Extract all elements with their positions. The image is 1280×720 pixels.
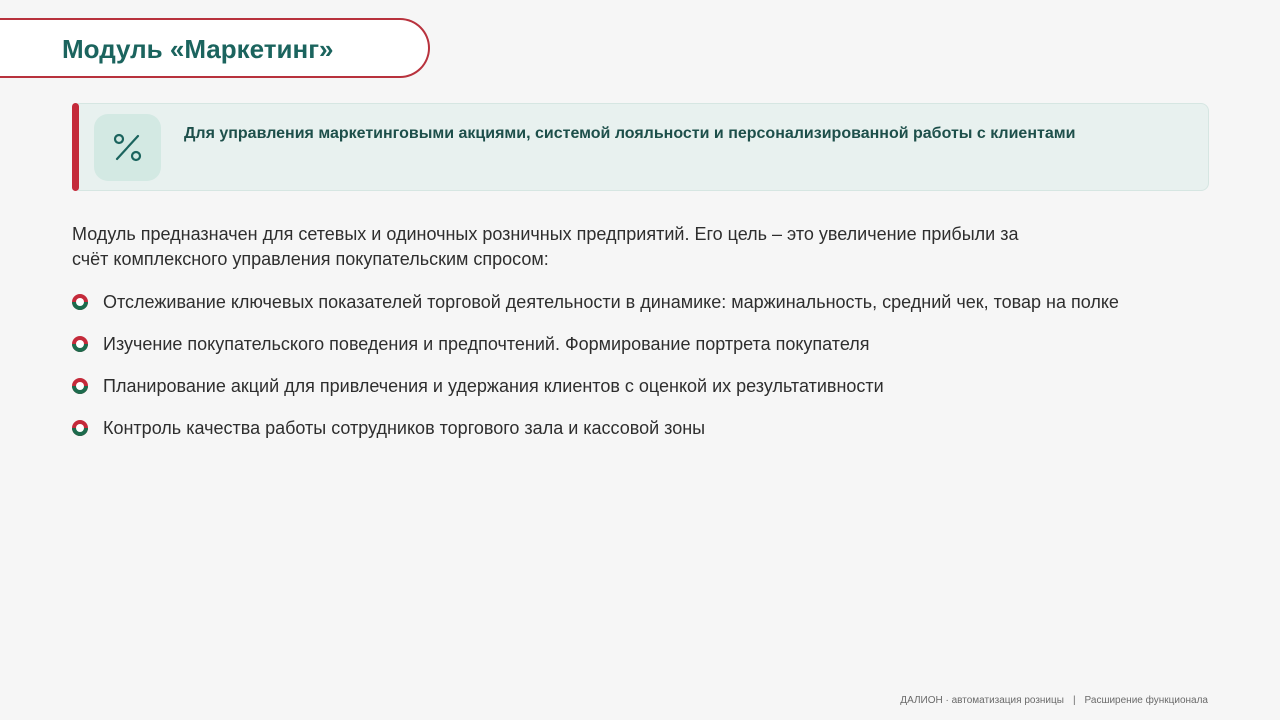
- list-item-text: Планирование акций для привлечения и удержания клиентов с оценкой их результативности: [103, 376, 884, 396]
- footer-section: Расширение функционала: [1084, 695, 1208, 706]
- footer: [900, 695, 1208, 706]
- list-item-text: Отслеживание ключевых показателей торговой деятельности в динамике: маржинальность, средний чек, товар на полке: [103, 292, 1119, 312]
- bullet-icon: [72, 420, 88, 436]
- intro-paragraph: Модуль предназначен для сетевых и одиночных розничных предприятий. Его цель – это увеличение прибыли за счёт комплексного управления покупательским спросом:: [72, 224, 1019, 269]
- info-callout: [72, 103, 1209, 191]
- list-item: [72, 374, 1252, 416]
- callout-text: Для управления маркетинговыми акциями, системой лояльности и персонализированной работы с клиентами: [184, 125, 1076, 142]
- list-item: [72, 416, 1252, 458]
- footer-company: ДАЛИОН · автоматизация розницы: [900, 695, 1064, 706]
- title-tab: [0, 18, 430, 78]
- list-item-text: Изучение покупательского поведения и предпочтений. Формирование портрета покупателя: [103, 334, 870, 354]
- footer-separator: |: [1072, 695, 1076, 706]
- percent-icon: [113, 133, 142, 162]
- list-item: [72, 290, 1252, 332]
- bullet-icon: [72, 378, 88, 394]
- page-title: Модуль «Маркетинг»: [62, 34, 334, 64]
- bullet-icon: [72, 336, 88, 352]
- feature-list: [72, 290, 1252, 458]
- callout-icon-box: [94, 114, 161, 181]
- list-item-text: Контроль качества работы сотрудников торгового зала и кассовой зоны: [103, 418, 706, 438]
- callout-accent-bar: [72, 103, 79, 191]
- bullet-icon: [72, 294, 88, 310]
- list-item: [72, 332, 1252, 374]
